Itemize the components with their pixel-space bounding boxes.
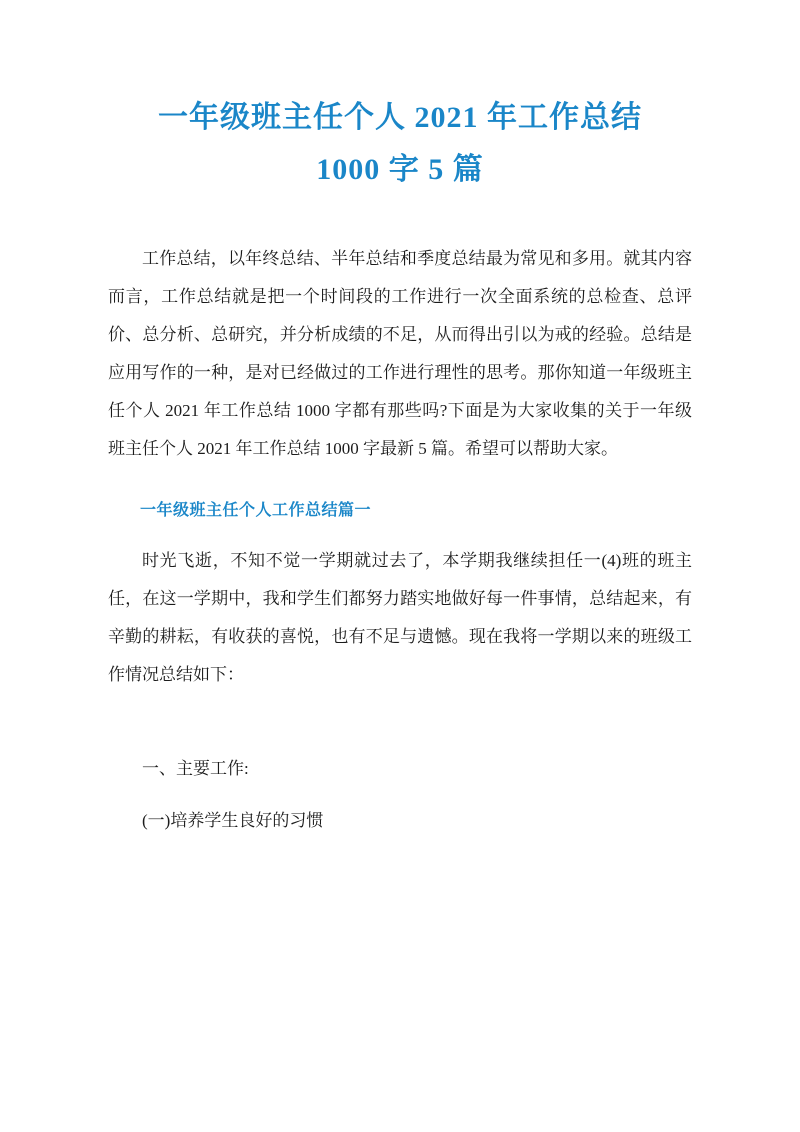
list-heading: 一、主要工作: xyxy=(142,759,249,778)
page-title xyxy=(108,92,692,196)
intro-paragraph: 工作总结，以年终总结、半年总结和季度总结最为常见和多用。就其内容而言，工作总结就是把一个时间段的工作进行一次全面系统的总检查、总评价、总分析、总研究，并分析成绩的不足，从而得出引以为戒的经验。总结是应用写作的一种，是对已经做过的工作进行理性的思考。那你知道一年级班主任个人 2021 年工作总结 1000 字都有那些吗?下面是为大家收集的关于一年级班主任个人 2021 年工作总结 1000 字最新 5 篇。希望可以帮助大家。 xyxy=(108,249,692,458)
section-paragraph: 时光飞逝，不知不觉一学期就过去了，本学期我继续担任一(4)班的班主任，在这一学期中，我和学生们都努力踏实地做好每一件事情，总结起来，有辛勤的耕耘，有收获的喜悦，也有不足与遗憾。现在我将一学期以来的班级工作情况总结如下： xyxy=(108,551,692,684)
paragraph-spacer xyxy=(108,704,692,750)
section-heading: 一年级班主任个人工作总结篇一 xyxy=(140,502,372,519)
page-title-line-1: 一年级班主任个人 2021 年工作总结 xyxy=(158,101,642,134)
list-item: (一)培养学生良好的习惯 xyxy=(142,811,324,830)
page-title-line-2: 1000 字 5 篇 xyxy=(316,153,484,186)
